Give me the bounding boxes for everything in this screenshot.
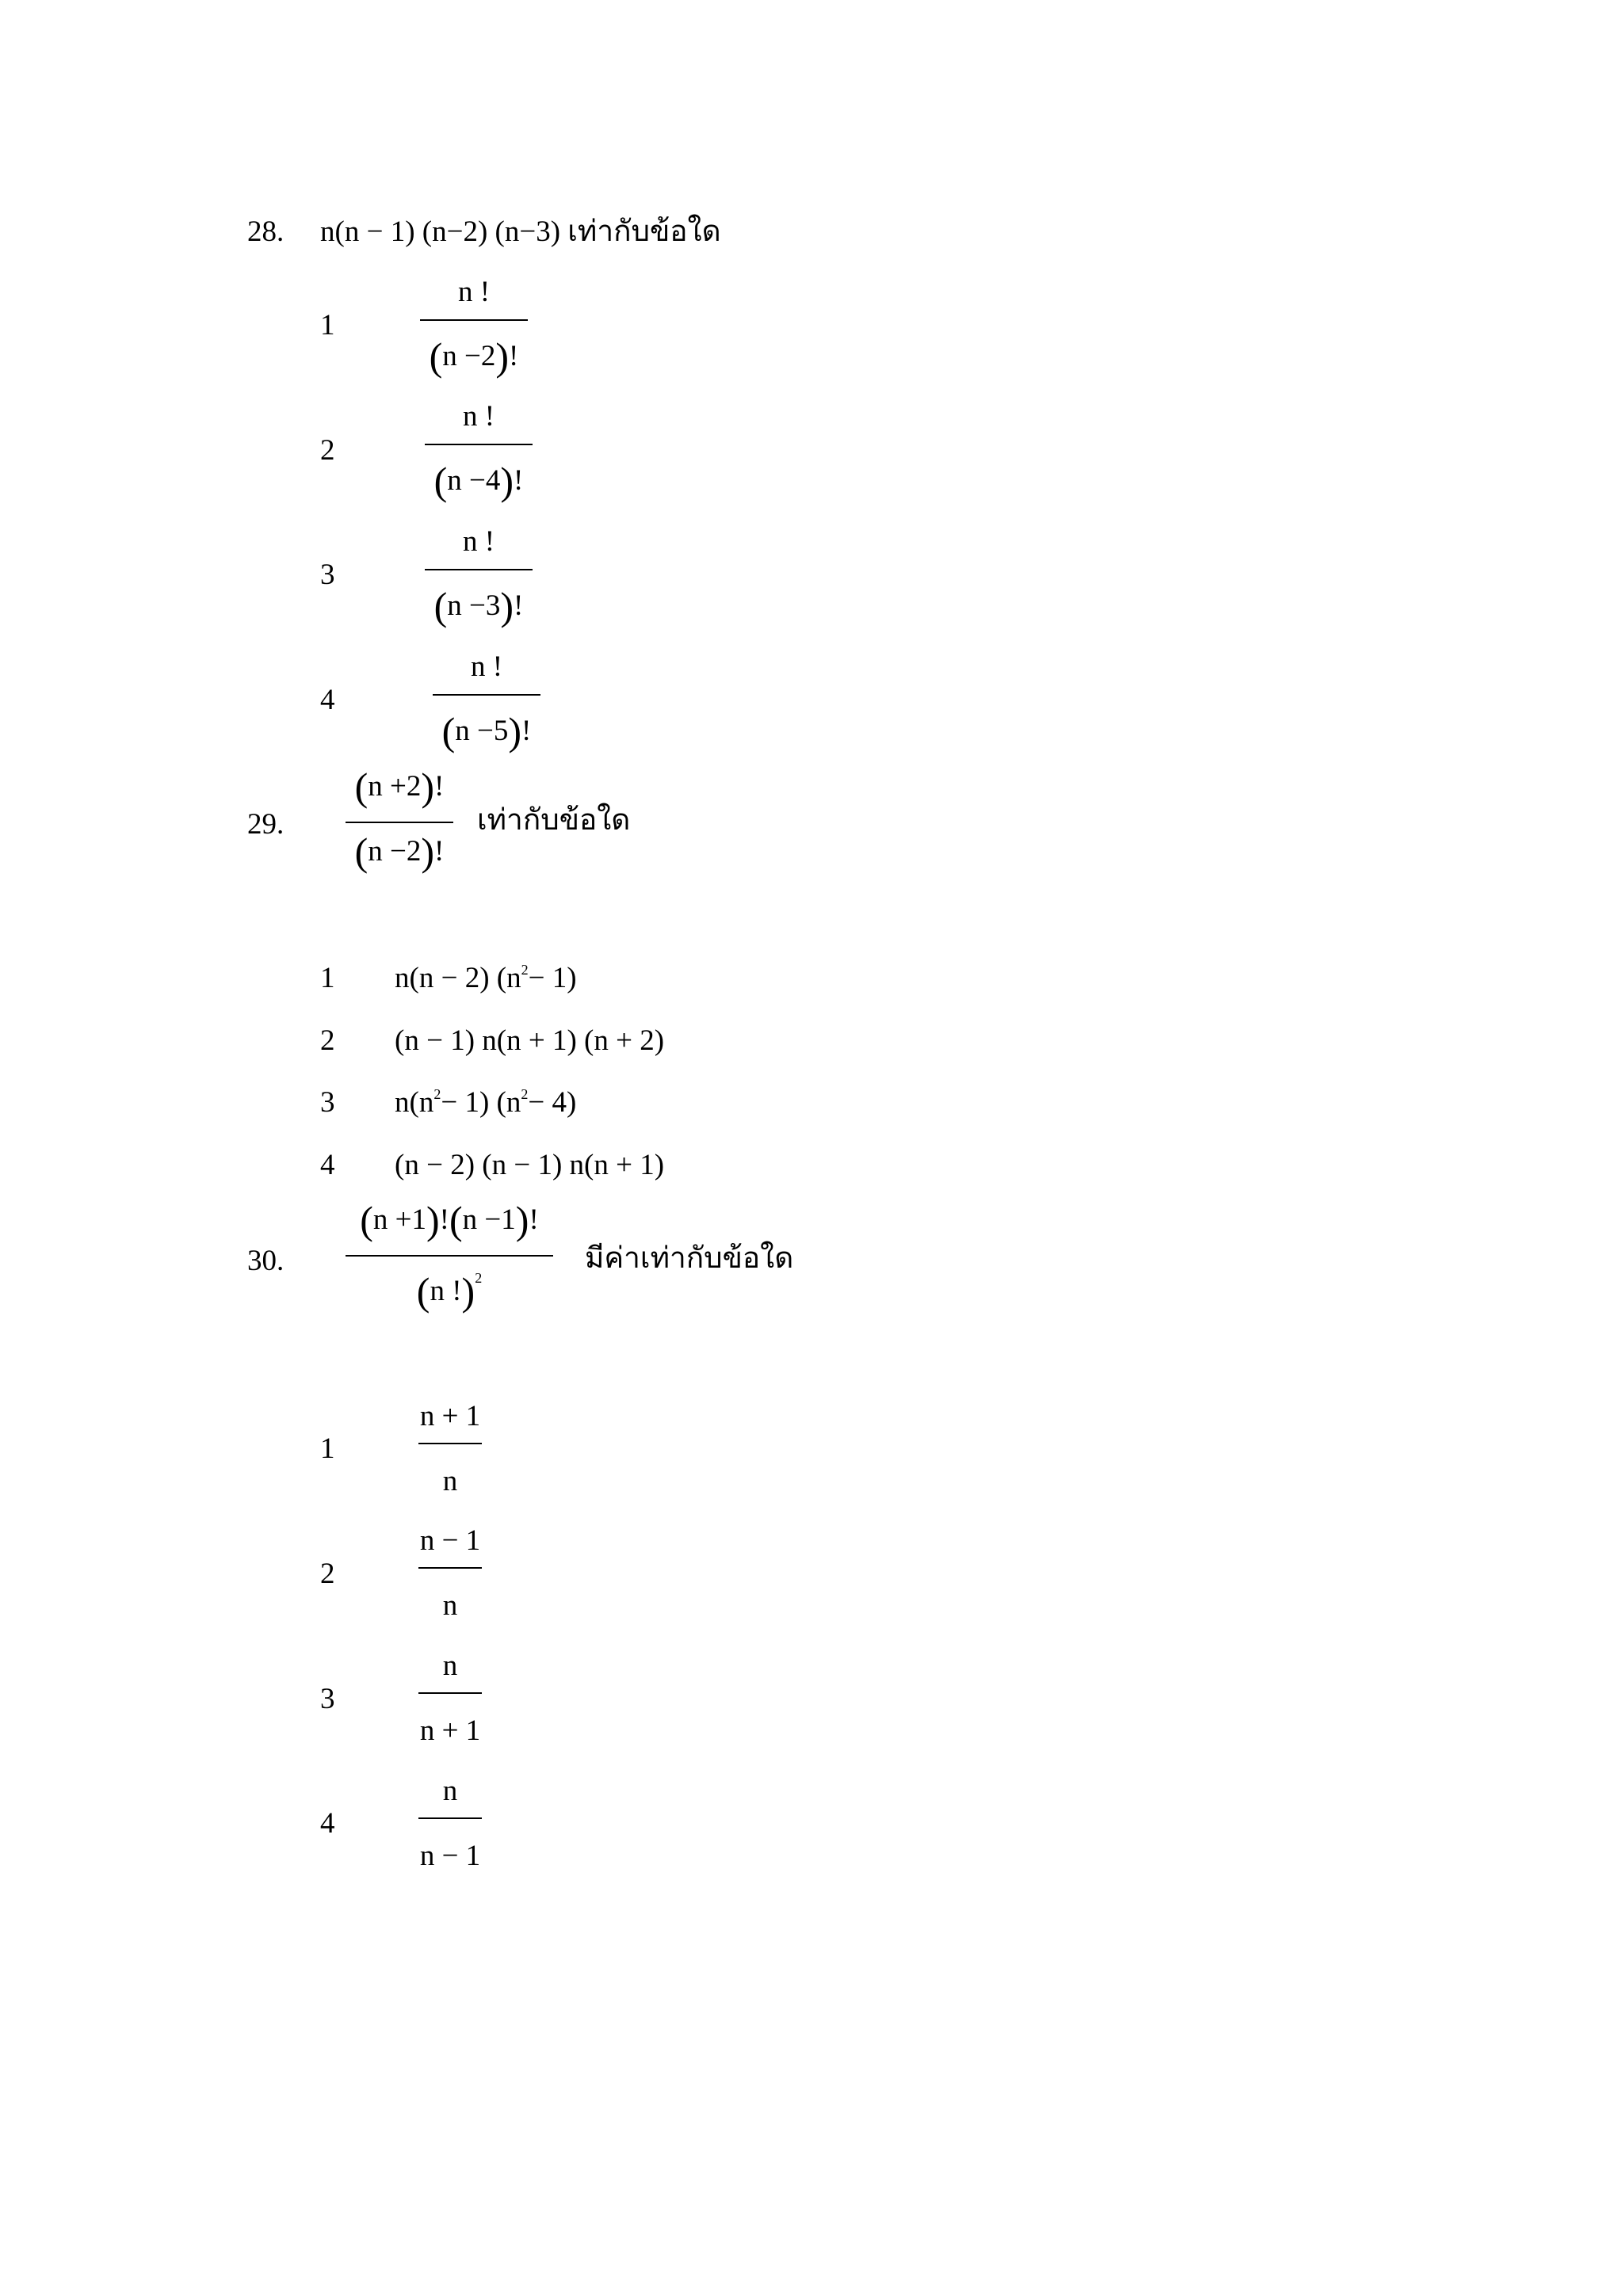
fraction-bar <box>433 694 540 696</box>
question-28-option-3-fraction <box>425 523 533 626</box>
question-30-option-1-fraction <box>418 1397 482 1500</box>
question-28-option-4-label: 4 <box>320 684 335 716</box>
fraction-denominator: n <box>442 1589 458 1622</box>
question-28-option-2-label: 2 <box>320 434 335 467</box>
question-30-option-2-fraction <box>418 1521 482 1624</box>
fraction-bar <box>418 1443 482 1444</box>
fraction-bar <box>418 1567 482 1569</box>
question-29-option-2-label: 2 <box>320 1024 335 1057</box>
question-30-stem-fraction <box>346 1192 553 1319</box>
question-28-stem <box>320 217 721 246</box>
fraction-bar <box>420 319 528 321</box>
question-30-option-4-label: 4 <box>320 1807 335 1840</box>
fraction-numerator: (n +2)! <box>354 765 445 809</box>
question-30-number: 30. <box>247 1245 285 1277</box>
fraction-denominator: n <box>442 1465 458 1497</box>
fraction-denominator: (n −5)! <box>441 709 532 753</box>
question-29-number: 29. <box>247 808 285 841</box>
question-29-option-4-label: 4 <box>320 1149 335 1181</box>
fraction-bar <box>346 822 453 823</box>
fraction-bar <box>425 569 533 570</box>
question-29-option-3-expression: $n(n^2- 1)$ $(n^2- 4)$ <box>395 1086 577 1119</box>
question-28-option-1-fraction <box>420 273 528 379</box>
fraction-numerator: n + 1 <box>419 1400 481 1432</box>
fraction-denominator: (n −2)! <box>354 830 445 874</box>
question-30-option-4-fraction <box>418 1772 482 1875</box>
fraction-denominator: (n !)$^2$ <box>416 1269 483 1314</box>
question-29-option-2-expression: (n − 1) n(n + 1) (n + 2) <box>395 1024 665 1057</box>
question-28-number: 28. <box>247 215 285 248</box>
fraction-numerator: n ! <box>457 276 491 308</box>
question-28-text: เท่ากับข้อใด <box>567 215 721 248</box>
question-29-option-3-label: 3 <box>320 1086 335 1119</box>
fraction-numerator: n <box>442 1650 458 1682</box>
question-30-option-3-fraction <box>418 1646 482 1749</box>
question-29-text: เท่ากับข้อใด <box>477 804 631 837</box>
fraction-denominator: n + 1 <box>419 1714 481 1747</box>
question-29-option-4-expression: (n − 2) (n − 1) n(n + 1) <box>395 1149 665 1181</box>
fraction-bar <box>346 1255 553 1257</box>
fraction-numerator: n ! <box>462 525 495 558</box>
question-29-stem-fraction <box>346 761 453 879</box>
question-28-option-2-fraction <box>425 398 533 501</box>
question-30-option-3-label: 3 <box>320 1683 335 1715</box>
fraction-numerator: n ! <box>470 650 503 683</box>
fraction-denominator: (n −4)! <box>433 459 524 503</box>
fraction-numerator: n ! <box>462 400 495 433</box>
question-28-option-3-label: 3 <box>320 559 335 591</box>
question-28-option-4-fraction <box>433 648 540 751</box>
question-29-option-1-label: 1 <box>320 962 335 994</box>
fraction-bar <box>425 444 533 445</box>
question-30-option-1-label: 1 <box>320 1432 335 1465</box>
fraction-denominator: n − 1 <box>419 1840 481 1872</box>
fraction-bar <box>418 1692 482 1694</box>
fraction-numerator: (n +1)!(n −1)! <box>360 1198 539 1242</box>
question-29-option-1-expression: n(n − 2) $(n^2- 1)$ <box>395 962 577 994</box>
fraction-bar <box>418 1817 482 1819</box>
question-30-text: มีค่าเท่ากับข้อใด <box>585 1242 794 1275</box>
fraction-numerator: n − 1 <box>419 1524 481 1557</box>
fraction-denominator: (n −2)! <box>429 334 519 379</box>
fraction-denominator: (n −3)! <box>433 584 524 628</box>
question-28-expression: n(n − 1) (n−2) (n−3) <box>320 215 561 248</box>
question-28-option-1-label: 1 <box>320 309 335 341</box>
fraction-numerator: n <box>442 1775 458 1807</box>
question-30-option-2-label: 2 <box>320 1558 335 1590</box>
